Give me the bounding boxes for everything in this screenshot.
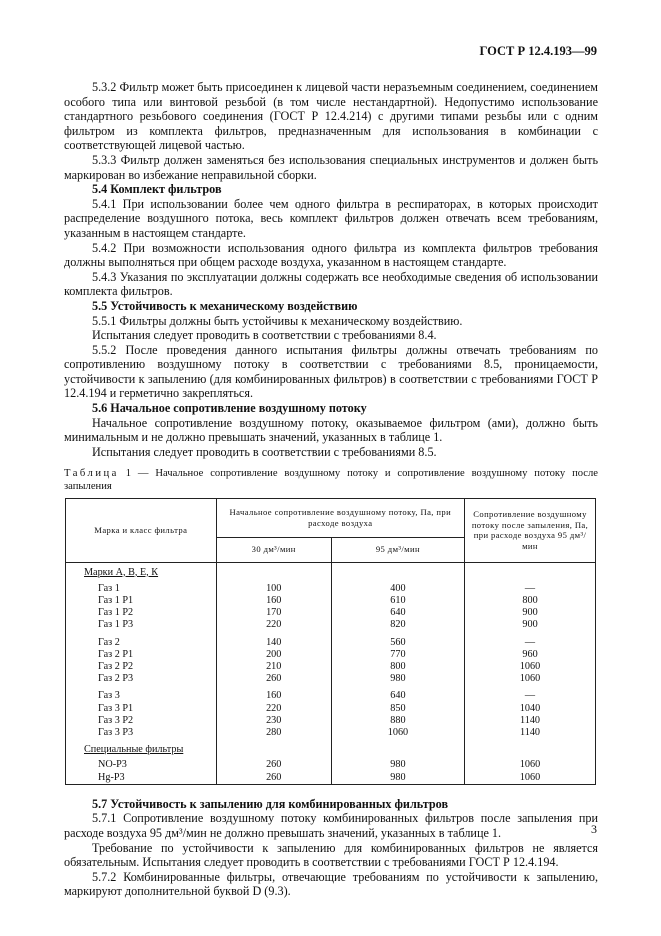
value-30-cell: 280 bbox=[216, 727, 331, 739]
empty-cell bbox=[216, 744, 331, 756]
filter-name-cell bbox=[66, 673, 217, 685]
header-after-dust: Сопротивление воздушному потоку после запыления, Па, при расходе воздуха 95 дм³/мин bbox=[465, 498, 596, 562]
value-after-cell: 1060 bbox=[465, 661, 596, 673]
table-row bbox=[66, 607, 596, 619]
paragraph-5-5-1: 5.5.1 Фильтры должны быть устойчивы к механическому воздействию. bbox=[92, 313, 463, 328]
table-row bbox=[66, 727, 596, 739]
value-30-cell: 160 bbox=[216, 595, 331, 607]
filter-name: Hg-Р3 bbox=[98, 771, 125, 783]
page-content bbox=[64, 80, 598, 899]
value-30-cell: 260 bbox=[216, 772, 331, 785]
value-95-cell: 560 bbox=[331, 637, 464, 649]
filter-name-cell bbox=[66, 649, 217, 661]
filter-name-cell bbox=[66, 619, 217, 631]
group-title: Марки А, В, Е, К bbox=[84, 566, 159, 578]
paragraph-5-4-2: 5.4.2 При возможности использования одного фильтра из комплекта фильтров требования должны выполняться при общем расходе воздуха, указанном в настоящем стандарте. bbox=[64, 240, 598, 270]
paragraph-5-6-test: Испытания следует проводить в соответствии с требованиями 8.5. bbox=[92, 444, 437, 459]
table-row bbox=[66, 690, 596, 702]
filter-name: Газ 1 Р1 bbox=[98, 595, 134, 607]
value-30-cell: 200 bbox=[216, 649, 331, 661]
value-after-cell: 1040 bbox=[465, 703, 596, 715]
paragraph-5-6-1: Начальное сопротивление воздушному потоку, оказываемое фильтром (ами), должно быть минимальным и не должно превышать значений, указанных в таблице 1. bbox=[64, 415, 598, 445]
header-filter-mark: Марка и класс фильтра bbox=[66, 498, 217, 562]
value-after-cell: 1140 bbox=[465, 727, 596, 739]
value-95-cell: 610 bbox=[331, 595, 464, 607]
value-30-cell: 260 bbox=[216, 759, 331, 771]
value-95-cell: 770 bbox=[331, 649, 464, 661]
value-after-cell: 1060 bbox=[465, 673, 596, 685]
paragraph-5-4-1: 5.4.1 При использовании более чем одного фильтра в респираторах, в которых происходит распределение воздушного потока, весь комплект фильтров должен отвечать всем требованиям, указанным в настоящем стандарте. bbox=[64, 196, 598, 240]
table-caption-label: Таблица bbox=[64, 468, 119, 480]
header-95-flow: 95 дм³/мин bbox=[331, 537, 464, 562]
filter-name-cell bbox=[66, 637, 217, 649]
resistance-table bbox=[65, 498, 596, 785]
header-initial-resistance: Начальное сопротивление воздушному потоку, Па, при расходе воздуха bbox=[216, 498, 464, 537]
filter-name-cell bbox=[66, 759, 217, 771]
value-95-cell: 1060 bbox=[331, 727, 464, 739]
value-95-cell: 980 bbox=[331, 759, 464, 771]
table-caption bbox=[64, 468, 598, 493]
value-after-cell: — bbox=[465, 583, 596, 595]
paragraph-5-7-2: 5.7.2 Комбинированные фильтры, отвечающие требованиям по устойчивости к запылению, маркируют дополнительной буквой D (9.3). bbox=[64, 869, 598, 899]
table-group-title-row bbox=[66, 744, 596, 756]
filter-name-cell bbox=[66, 772, 217, 785]
paragraph-5-7-1-note: Требование по устойчивости к запылению для комбинированных фильтров не является обязательным. Испытания следует проводить в соответствии с требованиями ГОСТ Р 12.4.194. bbox=[64, 840, 598, 870]
filter-name: Газ 2 bbox=[98, 636, 120, 648]
filter-name: Газ 3 bbox=[98, 690, 120, 702]
filter-name-cell bbox=[66, 607, 217, 619]
filter-name: Газ 1 bbox=[98, 582, 120, 594]
value-30-cell: 210 bbox=[216, 661, 331, 673]
filter-name-cell bbox=[66, 661, 217, 673]
header-30-flow: 30 дм³/мин bbox=[216, 537, 331, 562]
document-header: ГОСТ Р 12.4.193—99 bbox=[479, 44, 597, 58]
filter-name: NO-Р3 bbox=[98, 759, 127, 771]
filter-name-cell bbox=[66, 583, 217, 595]
empty-cell bbox=[331, 562, 464, 579]
value-30-cell: 220 bbox=[216, 619, 331, 631]
value-after-cell: 800 bbox=[465, 595, 596, 607]
value-30-cell: 260 bbox=[216, 673, 331, 685]
value-after-cell: 1060 bbox=[465, 772, 596, 785]
value-30-cell: 160 bbox=[216, 690, 331, 702]
value-95-cell: 820 bbox=[331, 619, 464, 631]
table-row bbox=[66, 772, 596, 785]
filter-name: Газ 3 Р2 bbox=[98, 714, 134, 726]
value-after-cell: 900 bbox=[465, 607, 596, 619]
table-row bbox=[66, 715, 596, 727]
empty-cell bbox=[465, 744, 596, 756]
table-row bbox=[66, 661, 596, 673]
filter-name: Газ 2 Р1 bbox=[98, 648, 134, 660]
filter-name-cell bbox=[66, 595, 217, 607]
value-after-cell: 1060 bbox=[465, 759, 596, 771]
filter-name-cell bbox=[66, 715, 217, 727]
value-30-cell: 140 bbox=[216, 637, 331, 649]
value-30-cell: 100 bbox=[216, 583, 331, 595]
group-title-cell bbox=[66, 562, 217, 579]
table-row bbox=[66, 595, 596, 607]
empty-cell bbox=[331, 744, 464, 756]
value-95-cell: 640 bbox=[331, 690, 464, 702]
group-title: Специальные фильтры bbox=[84, 744, 184, 756]
value-95-cell: 980 bbox=[331, 772, 464, 785]
filter-name: Газ 2 Р3 bbox=[98, 673, 134, 685]
paragraph-5-7-1: 5.7.1 Сопротивление воздушному потоку комбинированных фильтров после запыления при расходе воздуха 95 дм³/мин не должно превышать значений, указанных в таблице 1. bbox=[64, 811, 598, 841]
value-95-cell: 640 bbox=[331, 607, 464, 619]
filter-name-cell bbox=[66, 703, 217, 715]
table-body bbox=[66, 562, 596, 784]
value-30-cell: 170 bbox=[216, 607, 331, 619]
filter-name: Газ 1 Р2 bbox=[98, 607, 134, 619]
group-title-cell bbox=[66, 744, 217, 756]
value-95-cell: 980 bbox=[331, 673, 464, 685]
table-row bbox=[66, 649, 596, 661]
value-95-cell: 400 bbox=[331, 583, 464, 595]
filter-name-cell bbox=[66, 690, 217, 702]
filter-name: Газ 3 Р3 bbox=[98, 727, 134, 739]
page-number: 3 bbox=[591, 822, 597, 836]
value-95-cell: 880 bbox=[331, 715, 464, 727]
value-95-cell: 800 bbox=[331, 661, 464, 673]
table-row bbox=[66, 619, 596, 631]
paragraph-5-4-3: 5.4.3 Указания по эксплуатации должны содержать все необходимые сведения об использовании комплекта фильтров. bbox=[64, 269, 598, 299]
paragraph-5-3-2: 5.3.2 Фильтр может быть присоединен к лицевой части неразъемным соединением, соединением особого типа или винтовой резьбой (в том числе нестандартной). Недопустимо использование стандартного резьбового соединения (ГОСТ Р 12.4.214) с другими типами резьбы или с одним фильтром из комплекта фильтров, предназначенным для использования в комбинации с соответствующей лицевой частью. bbox=[64, 80, 598, 153]
empty-cell bbox=[465, 562, 596, 579]
value-30-cell: 230 bbox=[216, 715, 331, 727]
section-heading-5-5: 5.5 Устойчивость к механическому воздействию bbox=[92, 298, 358, 313]
value-after-cell: — bbox=[465, 690, 596, 702]
value-after-cell: 900 bbox=[465, 619, 596, 631]
value-after-cell: 1140 bbox=[465, 715, 596, 727]
value-30-cell: 220 bbox=[216, 703, 331, 715]
paragraph-5-5-2: 5.5.2 После проведения данного испытания фильтры должны отвечать требованиям по сопротивлению воздушному потоку в соответствии с требованиями 8.5, проницаемости, устойчивости к запылению (для комбинированных фильтров) в соответствии с требованиями ГОСТ Р 12.4.194 и герметично закрепляться. bbox=[64, 342, 598, 401]
filter-name: Газ 3 Р1 bbox=[98, 702, 134, 714]
paragraph-5-3-3: 5.3.3 Фильтр должен заменяться без использования специальных инструментов и должен быть маркирован во избежание неправильной сборки. bbox=[64, 152, 598, 182]
table-row bbox=[66, 637, 596, 649]
table-row bbox=[66, 703, 596, 715]
section-heading-5-4: 5.4 Комплект фильтров bbox=[92, 182, 222, 197]
section-heading-5-7: 5.7 Устойчивость к запылению для комбинированных фильтров bbox=[92, 796, 449, 811]
filter-name: Газ 2 Р2 bbox=[98, 661, 134, 673]
value-after-cell: — bbox=[465, 637, 596, 649]
table-group-title-row bbox=[66, 562, 596, 579]
value-after-cell: 960 bbox=[465, 649, 596, 661]
value-95-cell: 850 bbox=[331, 703, 464, 715]
table-row bbox=[66, 759, 596, 771]
filter-name-cell bbox=[66, 727, 217, 739]
filter-name: Газ 1 Р3 bbox=[98, 619, 134, 631]
empty-cell bbox=[216, 562, 331, 579]
paragraph-5-5-1-test: Испытания следует проводить в соответствии с требованиями 8.4. bbox=[92, 328, 437, 343]
table-caption-text: 1 — Начальное сопротивление воздушному потоку и сопротивление воздушному потоку после запыления bbox=[64, 468, 598, 493]
table-row bbox=[66, 583, 596, 595]
section-heading-5-6: 5.6 Начальное сопротивление воздушному потоку bbox=[92, 401, 367, 416]
table-row bbox=[66, 673, 596, 685]
